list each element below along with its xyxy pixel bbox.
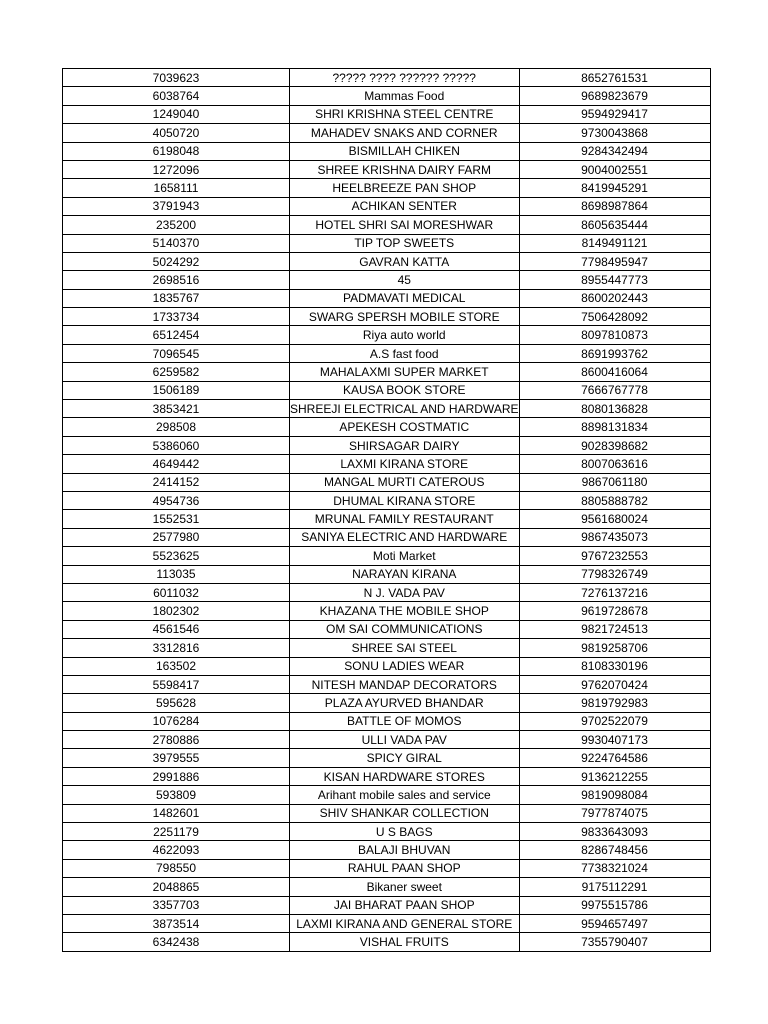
shop-list-table <box>62 68 711 952</box>
phone-cell: 9833643093 <box>519 823 710 841</box>
table-row <box>63 712 711 730</box>
phone-cell: 7355790407 <box>519 933 710 951</box>
table-row <box>63 326 711 344</box>
table-row <box>63 859 711 877</box>
id-cell: 3312816 <box>63 639 290 657</box>
shop-name-cell: MANGAL MURTI CATEROUS <box>290 473 520 491</box>
shop-name-cell: SONU LADIES WEAR <box>290 657 520 675</box>
phone-cell: 7738321024 <box>519 859 710 877</box>
table-row <box>63 473 711 491</box>
shop-name-cell: SHREE SAI STEEL <box>290 639 520 657</box>
shop-name-cell: MAHALAXMI SUPER MARKET <box>290 363 520 381</box>
shop-name-cell: Arihant mobile sales and service <box>290 786 520 804</box>
shop-name-cell: KAUSA BOOK STORE <box>290 381 520 399</box>
table-row <box>63 933 711 951</box>
id-cell: 1482601 <box>63 804 290 822</box>
shop-name-cell: SWARG SPERSH MOBILE STORE <box>290 308 520 326</box>
table-row <box>63 271 711 289</box>
id-cell: 1802302 <box>63 602 290 620</box>
shop-name-cell: PADMAVATI MEDICAL <box>290 289 520 307</box>
phone-cell: 8698987864 <box>519 197 710 215</box>
phone-cell: 9867435073 <box>519 528 710 546</box>
shop-name-cell: SANIYA ELECTRIC AND HARDWARE <box>290 528 520 546</box>
table-row <box>63 436 711 454</box>
table-row <box>63 620 711 638</box>
id-cell: 6342438 <box>63 933 290 951</box>
table-row <box>63 731 711 749</box>
table-row <box>63 381 711 399</box>
phone-cell: 9224764586 <box>519 749 710 767</box>
phone-cell: 9930407173 <box>519 731 710 749</box>
phone-cell: 9594929417 <box>519 105 710 123</box>
shop-name-cell: SPICY GIRAL <box>290 749 520 767</box>
table-row <box>63 234 711 252</box>
id-cell: 1272096 <box>63 160 290 178</box>
table-row <box>63 363 711 381</box>
id-cell: 7096545 <box>63 344 290 362</box>
table-row <box>63 583 711 601</box>
table-row <box>63 400 711 418</box>
phone-cell: 8600416064 <box>519 363 710 381</box>
shop-name-cell: BATTLE OF MOMOS <box>290 712 520 730</box>
table-row <box>63 455 711 473</box>
table-row <box>63 786 711 804</box>
phone-cell: 9730043868 <box>519 124 710 142</box>
shop-name-cell: Bikaner sweet <box>290 878 520 896</box>
phone-cell: 9867061180 <box>519 473 710 491</box>
phone-cell: 8149491121 <box>519 234 710 252</box>
id-cell: 3791943 <box>63 197 290 215</box>
phone-cell: 9028398682 <box>519 436 710 454</box>
phone-cell: 9689823679 <box>519 87 710 105</box>
table-row <box>63 896 711 914</box>
shop-name-cell: VISHAL FRUITS <box>290 933 520 951</box>
shop-name-cell: N J. VADA PAV <box>290 583 520 601</box>
phone-cell: 8691993762 <box>519 344 710 362</box>
shop-name-cell: Riya auto world <box>290 326 520 344</box>
phone-cell: 7798495947 <box>519 252 710 270</box>
shop-name-cell: JAI BHARAT PAAN SHOP <box>290 896 520 914</box>
phone-cell: 9819258706 <box>519 639 710 657</box>
shop-name-cell: GAVRAN KATTA <box>290 252 520 270</box>
id-cell: 5024292 <box>63 252 290 270</box>
id-cell: 6011032 <box>63 583 290 601</box>
shop-name-cell: RAHUL PAAN SHOP <box>290 859 520 877</box>
id-cell: 4649442 <box>63 455 290 473</box>
shop-name-cell: LAXMI KIRANA STORE <box>290 455 520 473</box>
shop-name-cell: SHREEJI ELECTRICAL AND HARDWARE <box>290 400 520 418</box>
id-cell: 5140370 <box>63 234 290 252</box>
id-cell: 5598417 <box>63 675 290 693</box>
shop-name-cell: DHUMAL KIRANA STORE <box>290 491 520 509</box>
phone-cell: 9004002551 <box>519 160 710 178</box>
table-row <box>63 694 711 712</box>
table-row <box>63 344 711 362</box>
table-row <box>63 197 711 215</box>
phone-cell: 9619728678 <box>519 602 710 620</box>
table-row <box>63 216 711 234</box>
id-cell: 593809 <box>63 786 290 804</box>
phone-cell: 8007063616 <box>519 455 710 473</box>
shop-name-cell: 45 <box>290 271 520 289</box>
id-cell: 3979555 <box>63 749 290 767</box>
shop-name-cell: NARAYAN KIRANA <box>290 565 520 583</box>
table-row <box>63 804 711 822</box>
phone-cell: 7506428092 <box>519 308 710 326</box>
id-cell: 4622093 <box>63 841 290 859</box>
id-cell: 1658111 <box>63 179 290 197</box>
phone-cell: 9136212255 <box>519 767 710 785</box>
table-row <box>63 657 711 675</box>
table-row <box>63 308 711 326</box>
shop-name-cell: LAXMI KIRANA AND GENERAL STORE <box>290 914 520 932</box>
id-cell: 4954736 <box>63 491 290 509</box>
phone-cell: 7977874075 <box>519 804 710 822</box>
id-cell: 2780886 <box>63 731 290 749</box>
shop-name-cell: HOTEL SHRI SAI MORESHWAR <box>290 216 520 234</box>
id-cell: 6512454 <box>63 326 290 344</box>
phone-cell: 9767232553 <box>519 547 710 565</box>
table-row <box>63 914 711 932</box>
phone-cell: 8600202443 <box>519 289 710 307</box>
shop-name-cell: BALAJI BHUVAN <box>290 841 520 859</box>
id-cell: 235200 <box>63 216 290 234</box>
id-cell: 113035 <box>63 565 290 583</box>
id-cell: 2698516 <box>63 271 290 289</box>
id-cell: 1733734 <box>63 308 290 326</box>
phone-cell: 9819792983 <box>519 694 710 712</box>
id-cell: 2991886 <box>63 767 290 785</box>
phone-cell: 8097810873 <box>519 326 710 344</box>
id-cell: 3853421 <box>63 400 290 418</box>
phone-cell: 8955447773 <box>519 271 710 289</box>
table-row <box>63 675 711 693</box>
table-row <box>63 252 711 270</box>
id-cell: 798550 <box>63 859 290 877</box>
phone-cell: 9284342494 <box>519 142 710 160</box>
table-row <box>63 749 711 767</box>
phone-cell: 8605635444 <box>519 216 710 234</box>
phone-cell: 8286748456 <box>519 841 710 859</box>
table-row <box>63 87 711 105</box>
id-cell: 6198048 <box>63 142 290 160</box>
shop-name-cell: Moti Market <box>290 547 520 565</box>
table-row <box>63 878 711 896</box>
table-row <box>63 841 711 859</box>
id-cell: 1506189 <box>63 381 290 399</box>
phone-cell: 7276137216 <box>519 583 710 601</box>
shop-name-cell: SHIRSAGAR DAIRY <box>290 436 520 454</box>
phone-cell: 9762070424 <box>519 675 710 693</box>
table-body <box>63 69 711 952</box>
phone-cell: 8108330196 <box>519 657 710 675</box>
table-row <box>63 602 711 620</box>
table-row <box>63 565 711 583</box>
id-cell: 595628 <box>63 694 290 712</box>
shop-name-cell: SHRI KRISHNA STEEL CENTRE <box>290 105 520 123</box>
id-cell: 2048865 <box>63 878 290 896</box>
phone-cell: 9175112291 <box>519 878 710 896</box>
shop-name-cell: PLAZA AYURVED BHANDAR <box>290 694 520 712</box>
shop-name-cell: MAHADEV SNAKS AND CORNER <box>290 124 520 142</box>
shop-name-cell: OM SAI COMMUNICATIONS <box>290 620 520 638</box>
id-cell: 3873514 <box>63 914 290 932</box>
table-row <box>63 160 711 178</box>
id-cell: 1249040 <box>63 105 290 123</box>
shop-name-cell: Mammas Food <box>290 87 520 105</box>
id-cell: 2577980 <box>63 528 290 546</box>
id-cell: 7039623 <box>63 69 290 87</box>
phone-cell: 7798326749 <box>519 565 710 583</box>
id-cell: 1835767 <box>63 289 290 307</box>
table-row <box>63 418 711 436</box>
table-row <box>63 69 711 87</box>
table-row <box>63 767 711 785</box>
phone-cell: 9702522079 <box>519 712 710 730</box>
id-cell: 2414152 <box>63 473 290 491</box>
table-row <box>63 491 711 509</box>
shop-name-cell: ULLI VADA PAV <box>290 731 520 749</box>
id-cell: 6259582 <box>63 363 290 381</box>
id-cell: 6038764 <box>63 87 290 105</box>
table-row <box>63 105 711 123</box>
shop-name-cell: KISAN HARDWARE STORES <box>290 767 520 785</box>
shop-name-cell: ACHIKAN SENTER <box>290 197 520 215</box>
table-row <box>63 289 711 307</box>
table-row <box>63 639 711 657</box>
id-cell: 1552531 <box>63 510 290 528</box>
shop-name-cell: U S BAGS <box>290 823 520 841</box>
id-cell: 3357703 <box>63 896 290 914</box>
table-row <box>63 179 711 197</box>
table-row <box>63 510 711 528</box>
shop-name-cell: NITESH MANDAP DECORATORS <box>290 675 520 693</box>
phone-cell: 9821724513 <box>519 620 710 638</box>
shop-name-cell: TIP TOP SWEETS <box>290 234 520 252</box>
phone-cell: 8652761531 <box>519 69 710 87</box>
shop-name-cell: A.S fast food <box>290 344 520 362</box>
phone-cell: 8898131834 <box>519 418 710 436</box>
id-cell: 298508 <box>63 418 290 436</box>
phone-cell: 8080136828 <box>519 400 710 418</box>
id-cell: 1076284 <box>63 712 290 730</box>
table-row <box>63 142 711 160</box>
shop-name-cell: APEKESH COSTMATIC <box>290 418 520 436</box>
id-cell: 5386060 <box>63 436 290 454</box>
shop-name-cell: SHREE KRISHNA DAIRY FARM <box>290 160 520 178</box>
table-row <box>63 547 711 565</box>
shop-name-cell: HEELBREEZE PAN SHOP <box>290 179 520 197</box>
table-row <box>63 528 711 546</box>
shop-name-cell: SHIV SHANKAR COLLECTION <box>290 804 520 822</box>
phone-cell: 9561680024 <box>519 510 710 528</box>
shop-name-cell: ????? ???? ?????? ????? <box>290 69 520 87</box>
table-row <box>63 823 711 841</box>
phone-cell: 9975515786 <box>519 896 710 914</box>
phone-cell: 8805888782 <box>519 491 710 509</box>
phone-cell: 9819098084 <box>519 786 710 804</box>
phone-cell: 9594657497 <box>519 914 710 932</box>
phone-cell: 8419945291 <box>519 179 710 197</box>
id-cell: 4050720 <box>63 124 290 142</box>
id-cell: 2251179 <box>63 823 290 841</box>
id-cell: 163502 <box>63 657 290 675</box>
id-cell: 5523625 <box>63 547 290 565</box>
phone-cell: 7666767778 <box>519 381 710 399</box>
shop-name-cell: BISMILLAH CHIKEN <box>290 142 520 160</box>
shop-name-cell: MRUNAL FAMILY RESTAURANT <box>290 510 520 528</box>
table-row <box>63 124 711 142</box>
shop-name-cell: KHAZANA THE MOBILE SHOP <box>290 602 520 620</box>
id-cell: 4561546 <box>63 620 290 638</box>
